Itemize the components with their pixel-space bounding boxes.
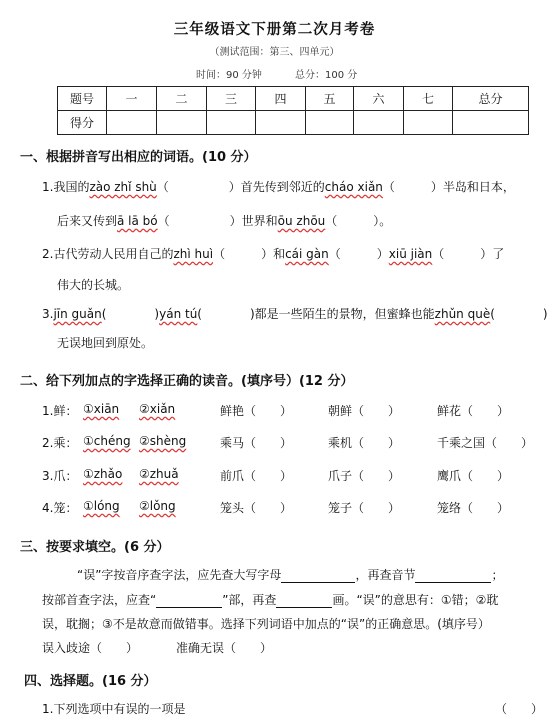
- text: 3.: [42, 307, 54, 321]
- text: （ ）首先传到邻近的: [156, 180, 325, 194]
- score-cell[interactable]: [453, 111, 529, 135]
- answer-paren: （ ）: [495, 702, 544, 716]
- pron-word: 千乘之国（ ）: [437, 436, 534, 450]
- pron-row-lead: 1.鲜：: [42, 404, 78, 418]
- score-table-header-row: [58, 87, 529, 111]
- exam-total-score: 总分：100 分: [295, 70, 358, 81]
- header-cell: 七: [404, 87, 453, 111]
- pinyin: ②xiǎn: [139, 402, 176, 416]
- header-cell: 题号: [58, 87, 107, 111]
- pron-option: [83, 402, 119, 416]
- section-2-title: 二、给下列加点的字选择正确的读音。(填序号）(12 分）: [20, 374, 354, 389]
- pron-word: 前爪（ ）: [220, 469, 293, 483]
- pron-row-lead: 3.爪：: [42, 469, 78, 483]
- question-1-3: [42, 305, 548, 322]
- section-1-title: 一、根据拼音写出相应的词语。(10 分）: [20, 150, 257, 165]
- pron-option: [139, 467, 179, 481]
- pron-word: 朝鲜（ ）: [328, 404, 401, 418]
- fill-line-3: 误，耽搁；③不是故意而做错事。选择下列词语中加点的“误”的正确意思。(填序号）: [42, 617, 490, 631]
- pron-option: [83, 467, 122, 481]
- pron-option: [139, 402, 175, 416]
- pinyin: ①xiān: [83, 402, 120, 416]
- pinyin: ōu zhōu: [277, 214, 326, 228]
- pinyin: jīn guǎn: [53, 307, 102, 321]
- header-cell: 二: [157, 87, 207, 111]
- header-cell: 四: [256, 87, 306, 111]
- text: （ ）了: [432, 247, 505, 261]
- pron-option: [83, 434, 131, 448]
- question-1-3-cont: 无误地回到原处。: [57, 336, 154, 350]
- pinyin: zhǔn què: [434, 307, 491, 321]
- fill-line-4b: 准确无误（ ）: [176, 641, 273, 655]
- score-cell[interactable]: [354, 111, 404, 135]
- text: （ ）半岛和日本，: [382, 180, 515, 194]
- pinyin: cái gàn: [285, 247, 329, 261]
- text: （ ）: [328, 247, 389, 261]
- question-1-1-cont: [57, 212, 391, 229]
- text: ，再查音节: [355, 568, 416, 582]
- pron-row-lead: 4.笼：: [42, 501, 78, 515]
- text: ；: [491, 568, 504, 582]
- score-table: [57, 86, 529, 135]
- text: ( ): [490, 307, 548, 321]
- text: （ ）。: [325, 214, 392, 228]
- pron-option: [139, 434, 186, 448]
- text: 后来又传到: [57, 214, 118, 228]
- header-cell: 六: [354, 87, 404, 111]
- text: 按部首查字法，应查“: [42, 593, 157, 607]
- pron-word: 笼头（ ）: [220, 501, 293, 515]
- pron-word: 笼子（ ）: [328, 501, 401, 515]
- question-1-2-cont: 伟大的长城。: [57, 278, 130, 292]
- text: 2.古代劳动人民用自己的: [42, 247, 174, 261]
- pinyin: cháo xiǎn: [324, 180, 383, 194]
- pinyin: ②lǒng: [139, 499, 176, 513]
- pinyin: zhì huì: [173, 247, 214, 261]
- pinyin: ①zhǎo: [83, 467, 123, 481]
- text: ( )都是一些陌生的景物，但蜜蜂也能: [197, 307, 435, 321]
- text: ”部，再查: [222, 593, 277, 607]
- pinyin: zào zhǐ shù: [89, 180, 157, 194]
- pinyin: yán tú: [159, 307, 198, 321]
- blank-radical[interactable]: [156, 593, 222, 608]
- question-1-1: [42, 178, 515, 195]
- question-1-2: [42, 245, 504, 262]
- test-range: （测试范围：第三、四单元）: [209, 47, 340, 58]
- question-4-1: 1.下列选项中有误的一项是: [42, 702, 186, 716]
- text: 1.我国的: [42, 180, 90, 194]
- header-cell: 一: [107, 87, 157, 111]
- pron-word: 乘机（ ）: [328, 436, 401, 450]
- blank-letter[interactable]: [281, 568, 355, 583]
- score-row-label: 得分: [58, 111, 107, 135]
- blank-syllable[interactable]: [415, 568, 491, 583]
- header-cell: 五: [306, 87, 354, 111]
- text: 画。“误”的意思有：①错；②耽: [332, 593, 499, 607]
- pinyin: ①lóng: [83, 499, 120, 513]
- text: （ ）和: [213, 247, 286, 261]
- pron-option: [83, 499, 120, 513]
- pron-word: 鹰爪（ ）: [437, 469, 510, 483]
- pron-word: 鲜艳（ ）: [220, 404, 293, 418]
- pinyin: ā lā bó: [117, 214, 158, 228]
- score-cell[interactable]: [207, 111, 256, 135]
- section-3-title: 三、按要求填空。(6 分）: [20, 540, 170, 555]
- pinyin: ②shèng: [139, 434, 187, 448]
- score-table-score-row: [58, 111, 529, 135]
- exam-title: 三年级语文下册第二次月考卷: [173, 22, 376, 38]
- pinyin: xiū jiàn: [388, 247, 433, 261]
- text: （ ）世界和: [157, 214, 278, 228]
- blank-strokes[interactable]: [276, 593, 332, 608]
- score-cell[interactable]: [306, 111, 354, 135]
- header-cell: 总分: [453, 87, 529, 111]
- section-4-title: 四、选择题。(16 分）: [24, 674, 157, 689]
- pron-word: 乘马（ ）: [220, 436, 293, 450]
- pron-word: 鲜花（ ）: [437, 404, 510, 418]
- pron-option: [139, 499, 176, 513]
- header-cell: 三: [207, 87, 256, 111]
- score-cell[interactable]: [404, 111, 453, 135]
- text: ( ): [101, 307, 160, 321]
- text: “误”字按音序查字法，应先查大写字母: [77, 568, 282, 582]
- pinyin: ①chéng: [83, 434, 131, 448]
- fill-line-4a: 误入歧途（ ）: [42, 641, 139, 655]
- pron-row-lead: 2.乘：: [42, 436, 78, 450]
- pinyin: ②zhuǎ: [139, 467, 179, 481]
- fill-line-2: [42, 591, 498, 608]
- fill-line-1: [77, 566, 503, 583]
- pron-word: 爪子（ ）: [328, 469, 401, 483]
- exam-time: 时间：90 分钟: [196, 70, 262, 81]
- pron-word: 笼络（ ）: [437, 501, 510, 515]
- score-cell[interactable]: [256, 111, 306, 135]
- score-cell[interactable]: [107, 111, 157, 135]
- score-cell[interactable]: [157, 111, 207, 135]
